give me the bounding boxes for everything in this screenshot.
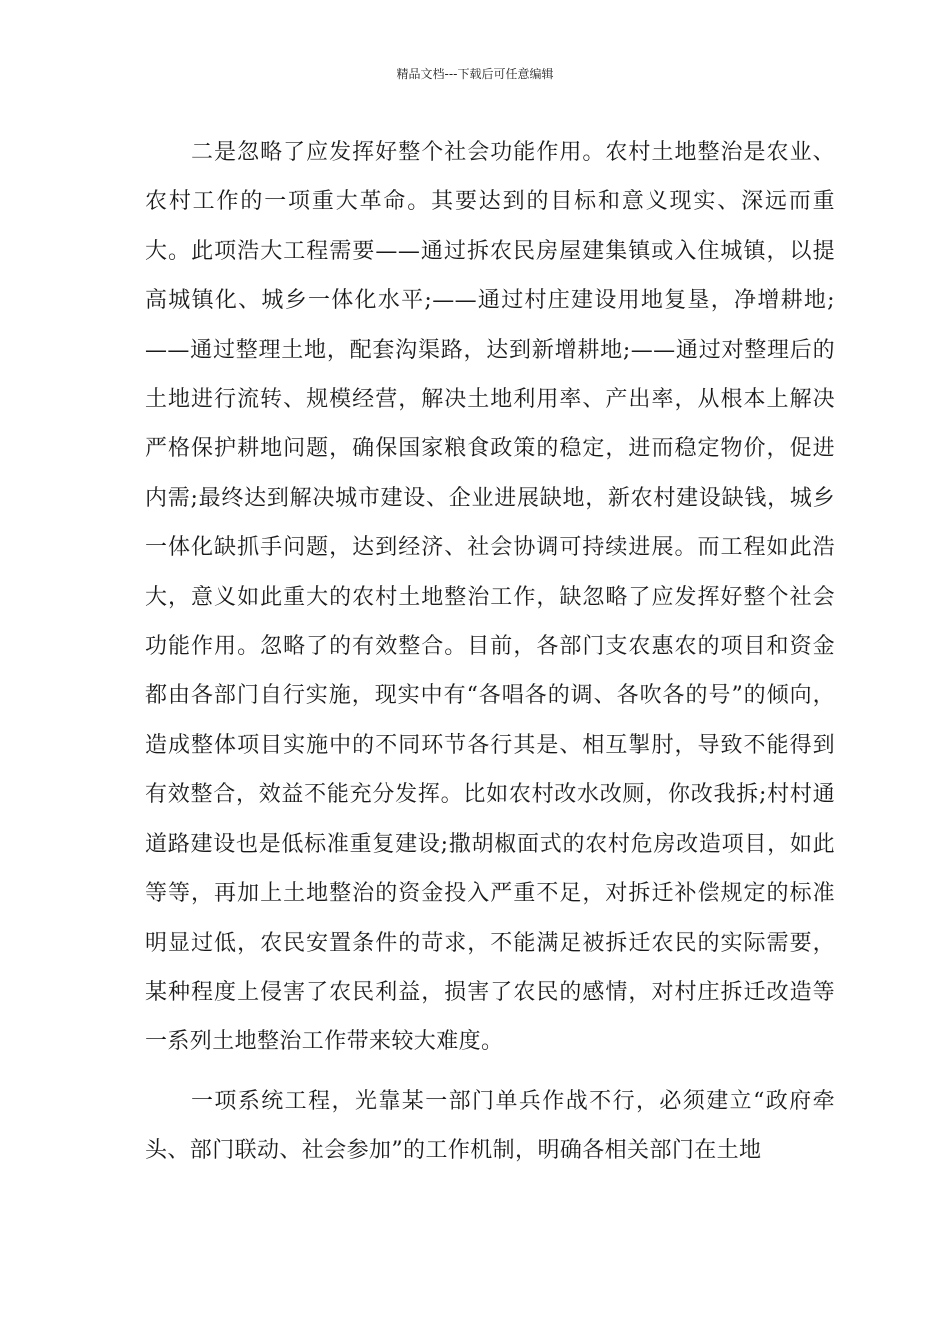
paragraph-2: 一项系统工程，光靠某一部门单兵作战不行，必须建立“政府牵头、部门联动、社会参加”的工作机制，明确各相关部门在土地 xyxy=(145,1088,835,1164)
document-body xyxy=(145,128,835,1176)
page-header: 精品文档---下载后可任意编辑 xyxy=(396,67,554,81)
paragraph-1: 二是忽略了应发挥好整个社会功能作用。农村土地整治是农业、农村工作的一项重大革命。其要达到的目标和意义现实、深远而重大。此项浩大工程需要——通过拆农民房屋建集镇或入住城镇，以提高城镇化、城乡一体化水平;——通过村庄建设用地复垦，净增耕地;——通过整理土地，配套沟渠路，达到新增耕地;——通过对整理后的土地进行流转、规模经营，解决土地利用率、产出率，从根本上解决严格保护耕地问题，确保国家粮食政策的稳定，进而稳定物价，促进内需;最终达到解决城市建设、企业进展缺地，新农村建设缺钱，城乡一体化缺抓手问题，达到经济、社会协调可持续进展。而工程如此浩大，意义如此重大的农村土地整治工作，缺忽略了应发挥好整个社会功能作用。忽略了的有效整合。目前，各部门支农惠农的项目和资金都由各部门自行实施，现实中有“各唱各的调、各吹各的号”的倾向，造成整体项目实施中的不同环节各行其是、相互掣肘，导致不能得到有效整合，效益不能充分发挥。比如农村改水改厕，你改我拆;村村通道路建设也是低标准重复建设;撒胡椒面式的农村危房改造项目，如此等等，再加上土地整治的资金投入严重不足，对拆迁补偿规定的标准明显过低，农民安置条件的苛求，不能满足被拆迁农民的实际需要，某种程度上侵害了农民利益，损害了农民的感情，对村庄拆迁改造等一系列土地整治工作带来较大难度。 xyxy=(145,140,835,1055)
